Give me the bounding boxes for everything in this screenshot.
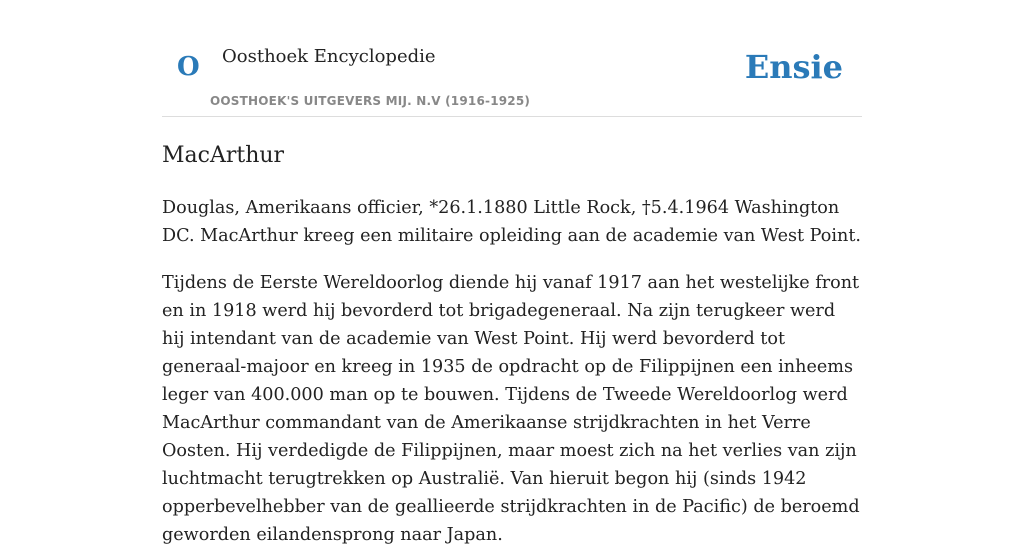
publisher-label: OOSTHOEK'S UITGEVERS MIJ. N.V (1916-1925) [210, 94, 531, 108]
book-logo[interactable]: O [177, 52, 200, 82]
book-title-link[interactable]: Oosthoek Encyclopedie [222, 46, 436, 67]
article-paragraph: Douglas, Amerikaans officier, *26.1.1880 Little Rock, †5.4.1964 Washington DC. MacArthur kreeg een militaire opleiding aan de academie van West Point. [162, 198, 862, 246]
ensie-logo-link[interactable]: Ensie [744, 48, 843, 86]
page-title: MacArthur [162, 143, 285, 168]
page [162, 0, 862, 549]
header [162, 0, 862, 117]
article-paragraph: Tijdens de Eerste Wereldoorlog diende hij vanaf 1917 aan het westelijke front en in 1918 werd hij bevorderd tot brigadegeneraal. Na zijn terugkeer werd hij intendant van de academie van West Point. Hij werd bevorderd tot generaal-majoor en kreeg in 1935 de opdracht op de Filippijnen een inheems leger van 400.000 man op te bouwen. Tijdens de Tweede Wereldoorlog werd MacArthur commandant van de Amerikaanse strijdkrachten in het Verre Oosten. Hij verdedigde de Filippijnen, maar moest zich na het verlies van zijn luchtmacht terugtrekken op Australië. Van hieruit begon hij (sinds 1942 opperbevelhebber van de geallieerde strijdkrachten in de Pacific) de beroemd geworden eilandensprong naar Japan. [162, 273, 860, 545]
